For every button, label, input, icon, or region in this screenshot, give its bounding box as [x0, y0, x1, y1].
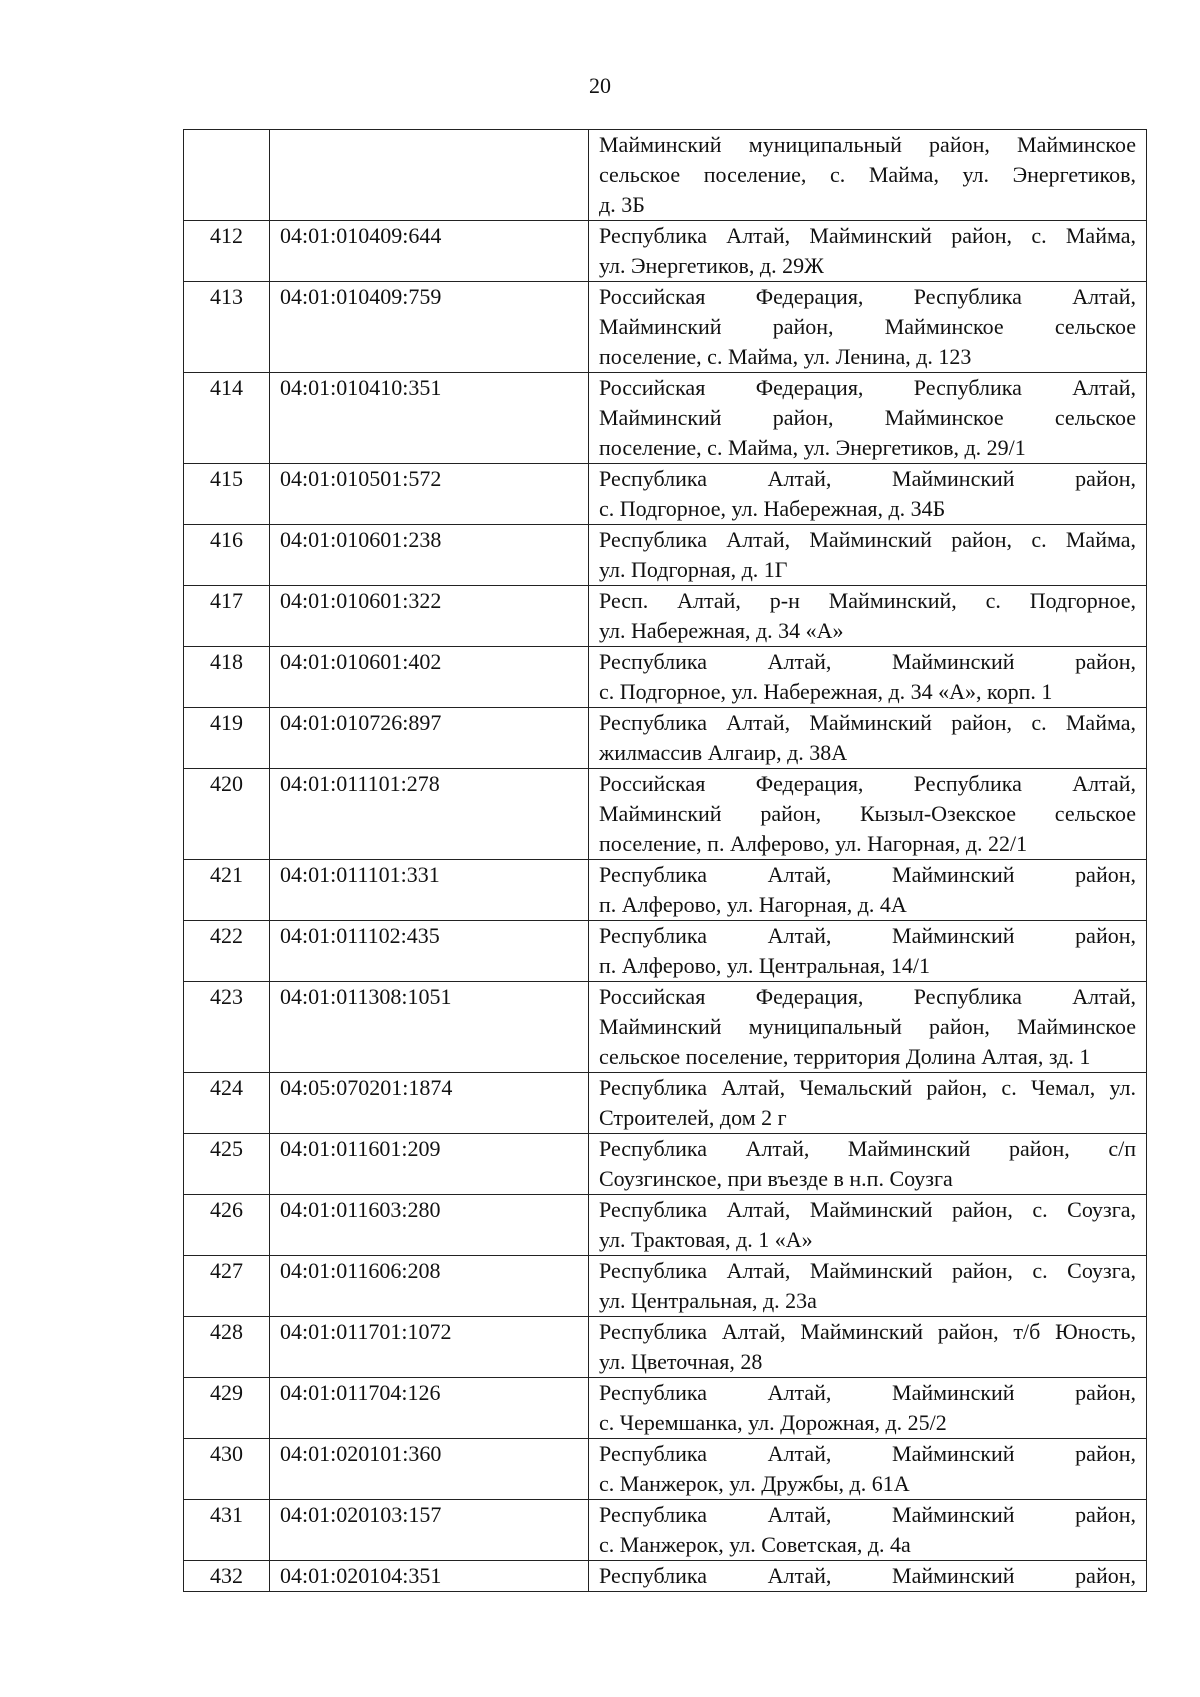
address-line: с. Манжерок, ул. Советская, д. 4а: [599, 1532, 911, 1557]
address-line: ул. Подгорная, д. 1Г: [599, 557, 788, 582]
row-number-cell: 424: [184, 1073, 270, 1134]
table-row: [184, 1195, 1147, 1256]
cadastral-number-cell: 04:01:011606:208: [270, 1256, 589, 1317]
address-line: ул. Трактовая, д. 1 «А»: [599, 1227, 813, 1252]
address-line: Майминский район, Майминское сельское: [599, 405, 1136, 430]
address-line: Российская Федерация, Республика Алтай,: [599, 984, 1136, 1009]
table-row: [184, 221, 1147, 282]
cadastral-number-cell: 04:01:011701:1072: [270, 1317, 589, 1378]
address-line: Республика Алтай, Майминский район,: [599, 466, 1136, 491]
cadastral-number-cell: 04:01:011101:331: [270, 860, 589, 921]
address-cell: [589, 1134, 1147, 1195]
address-line: поселение, с. Майма, ул. Ленина, д. 123: [599, 344, 972, 369]
address-line: Республика Алтай, Майминский район,: [599, 1563, 1136, 1588]
row-number-cell: 427: [184, 1256, 270, 1317]
cadastral-number-cell: 04:01:020101:360: [270, 1439, 589, 1500]
address-line: Российская Федерация, Республика Алтай,: [599, 375, 1136, 400]
address-line: с. Черемшанка, ул. Дорожная, д. 25/2: [599, 1410, 947, 1435]
address-line: Майминский район, Кызыл-Озекское сельское: [599, 801, 1136, 826]
address-cell: [589, 921, 1147, 982]
row-number-cell: 415: [184, 464, 270, 525]
address-line: д. 3Б: [599, 192, 645, 217]
table-row: [184, 1256, 1147, 1317]
address-line: Республика Алтай, Майминский район, с. Соузга,: [599, 1258, 1136, 1283]
table-row: [184, 1317, 1147, 1378]
address-cell: [589, 1256, 1147, 1317]
address-line: Республика Алтай, Майминский район, с. Майма,: [599, 710, 1136, 735]
address-line: Соузгинское, при въезде в н.п. Соузга: [599, 1166, 953, 1191]
address-cell: [589, 1439, 1147, 1500]
row-number-cell: 419: [184, 708, 270, 769]
registry-table: [183, 129, 1147, 1592]
table-row: [184, 921, 1147, 982]
cadastral-number-cell: [270, 130, 589, 221]
table-row: [184, 1134, 1147, 1195]
address-cell: [589, 1561, 1147, 1592]
table-row: [184, 769, 1147, 860]
cadastral-number-cell: 04:01:011704:126: [270, 1378, 589, 1439]
table-row: [184, 708, 1147, 769]
address-line: сельское поселение, территория Долина Алтая, зд. 1: [599, 1044, 1091, 1069]
cadastral-number-cell: 04:01:020104:351: [270, 1561, 589, 1592]
table-row: [184, 464, 1147, 525]
cadastral-number-cell: 04:01:010410:351: [270, 373, 589, 464]
row-number-cell: 423: [184, 982, 270, 1073]
address-line: ул. Центральная, д. 23а: [599, 1288, 817, 1313]
table-row: [184, 860, 1147, 921]
table-row: [184, 373, 1147, 464]
address-line: ул. Цветочная, 28: [599, 1349, 763, 1374]
address-line: с. Манжерок, ул. Дружбы, д. 61А: [599, 1471, 910, 1496]
address-line: Майминский район, Майминское сельское: [599, 314, 1136, 339]
row-number-cell: 425: [184, 1134, 270, 1195]
address-line: с. Подгорное, ул. Набережная, д. 34 «А», корп. 1: [599, 679, 1053, 704]
cadastral-number-cell: 04:01:011601:209: [270, 1134, 589, 1195]
table-row: [184, 282, 1147, 373]
cadastral-number-cell: 04:01:010409:759: [270, 282, 589, 373]
cadastral-number-cell: 04:01:011102:435: [270, 921, 589, 982]
address-cell: [589, 586, 1147, 647]
address-line: Республика Алтай, Майминский район,: [599, 923, 1136, 948]
row-number-cell: 413: [184, 282, 270, 373]
address-line: сельское поселение, с. Майма, ул. Энергетиков,: [599, 162, 1136, 187]
registry-table-body: [184, 130, 1147, 1592]
row-number-cell: 431: [184, 1500, 270, 1561]
address-cell: [589, 130, 1147, 221]
cadastral-number-cell: 04:05:070201:1874: [270, 1073, 589, 1134]
cadastral-number-cell: 04:01:010726:897: [270, 708, 589, 769]
address-cell: [589, 1073, 1147, 1134]
row-number-cell: 428: [184, 1317, 270, 1378]
row-number-cell: 418: [184, 647, 270, 708]
page-number: 20: [589, 73, 611, 98]
address-line: Майминский муниципальный район, Майминское: [599, 1014, 1136, 1039]
cadastral-number-cell: 04:01:011101:278: [270, 769, 589, 860]
table-row: [184, 1378, 1147, 1439]
address-line: Республика Алтай, Майминский район, с. Соузга,: [599, 1197, 1136, 1222]
table-row: [184, 647, 1147, 708]
cadastral-number-cell: 04:01:010501:572: [270, 464, 589, 525]
table-row: [184, 130, 1147, 221]
address-line: Российская Федерация, Республика Алтай,: [599, 284, 1136, 309]
address-cell: [589, 525, 1147, 586]
cadastral-number-cell: 04:01:010601:402: [270, 647, 589, 708]
row-number-cell: 420: [184, 769, 270, 860]
address-line: ул. Энергетиков, д. 29Ж: [599, 253, 824, 278]
address-cell: [589, 708, 1147, 769]
address-line: Республика Алтай, Майминский район,: [599, 649, 1136, 674]
address-line: Республика Алтай, Майминский район,: [599, 1441, 1136, 1466]
address-line: Республика Алтай, Майминский район, т/б Юность,: [599, 1319, 1136, 1344]
address-line: Республика Алтай, Чемальский район, с. Чемал, ул.: [599, 1075, 1136, 1100]
address-line: Республика Алтай, Майминский район, с/п: [599, 1136, 1136, 1161]
row-number-cell: 421: [184, 860, 270, 921]
row-number-cell: 432: [184, 1561, 270, 1592]
address-cell: [589, 464, 1147, 525]
row-number-cell: 417: [184, 586, 270, 647]
cadastral-number-cell: 04:01:010601:322: [270, 586, 589, 647]
address-line: Республика Алтай, Майминский район, с. Майма,: [599, 527, 1136, 552]
address-line: с. Подгорное, ул. Набережная, д. 34Б: [599, 496, 946, 521]
address-cell: [589, 1500, 1147, 1561]
row-number-cell: 430: [184, 1439, 270, 1500]
row-number-cell: 429: [184, 1378, 270, 1439]
address-line: Респ. Алтай, р-н Майминский, с. Подгорное,: [599, 588, 1136, 613]
address-line: Строителей, дом 2 г: [599, 1105, 787, 1130]
address-cell: [589, 982, 1147, 1073]
address-line: Республика Алтай, Майминский район,: [599, 862, 1136, 887]
cadastral-number-cell: 04:01:010601:238: [270, 525, 589, 586]
cadastral-number-cell: 04:01:011308:1051: [270, 982, 589, 1073]
cadastral-number-cell: 04:01:020103:157: [270, 1500, 589, 1561]
address-line: п. Алферово, ул. Центральная, 14/1: [599, 953, 930, 978]
address-line: поселение, с. Майма, ул. Энергетиков, д. 29/1: [599, 435, 1026, 460]
row-number-cell: 414: [184, 373, 270, 464]
cadastral-number-cell: 04:01:011603:280: [270, 1195, 589, 1256]
row-number-cell: 416: [184, 525, 270, 586]
address-cell: [589, 769, 1147, 860]
address-line: Майминский муниципальный район, Майминское: [599, 132, 1136, 157]
address-line: Республика Алтай, Майминский район, с. Майма,: [599, 223, 1136, 248]
address-cell: [589, 860, 1147, 921]
address-cell: [589, 1378, 1147, 1439]
row-number-cell: 426: [184, 1195, 270, 1256]
table-row: [184, 1500, 1147, 1561]
table-row: [184, 982, 1147, 1073]
address-line: жилмассив Алгаир, д. 38А: [599, 740, 848, 765]
table-row: [184, 586, 1147, 647]
address-line: поселение, п. Алферово, ул. Нагорная, д. 22/1: [599, 831, 1028, 856]
address-cell: [589, 647, 1147, 708]
address-cell: [589, 282, 1147, 373]
address-line: п. Алферово, ул. Нагорная, д. 4А: [599, 892, 907, 917]
address-cell: [589, 1317, 1147, 1378]
table-row: [184, 1073, 1147, 1134]
table-row: [184, 525, 1147, 586]
table-row: [184, 1439, 1147, 1500]
address-cell: [589, 1195, 1147, 1256]
row-number-cell: 422: [184, 921, 270, 982]
table-row: [184, 1561, 1147, 1592]
address-line: Российская Федерация, Республика Алтай,: [599, 771, 1136, 796]
address-cell: [589, 221, 1147, 282]
row-number-cell: [184, 130, 270, 221]
row-number-cell: 412: [184, 221, 270, 282]
address-line: Республика Алтай, Майминский район,: [599, 1380, 1136, 1405]
address-cell: [589, 373, 1147, 464]
address-line: ул. Набережная, д. 34 «А»: [599, 618, 844, 643]
cadastral-number-cell: 04:01:010409:644: [270, 221, 589, 282]
address-line: Республика Алтай, Майминский район,: [599, 1502, 1136, 1527]
